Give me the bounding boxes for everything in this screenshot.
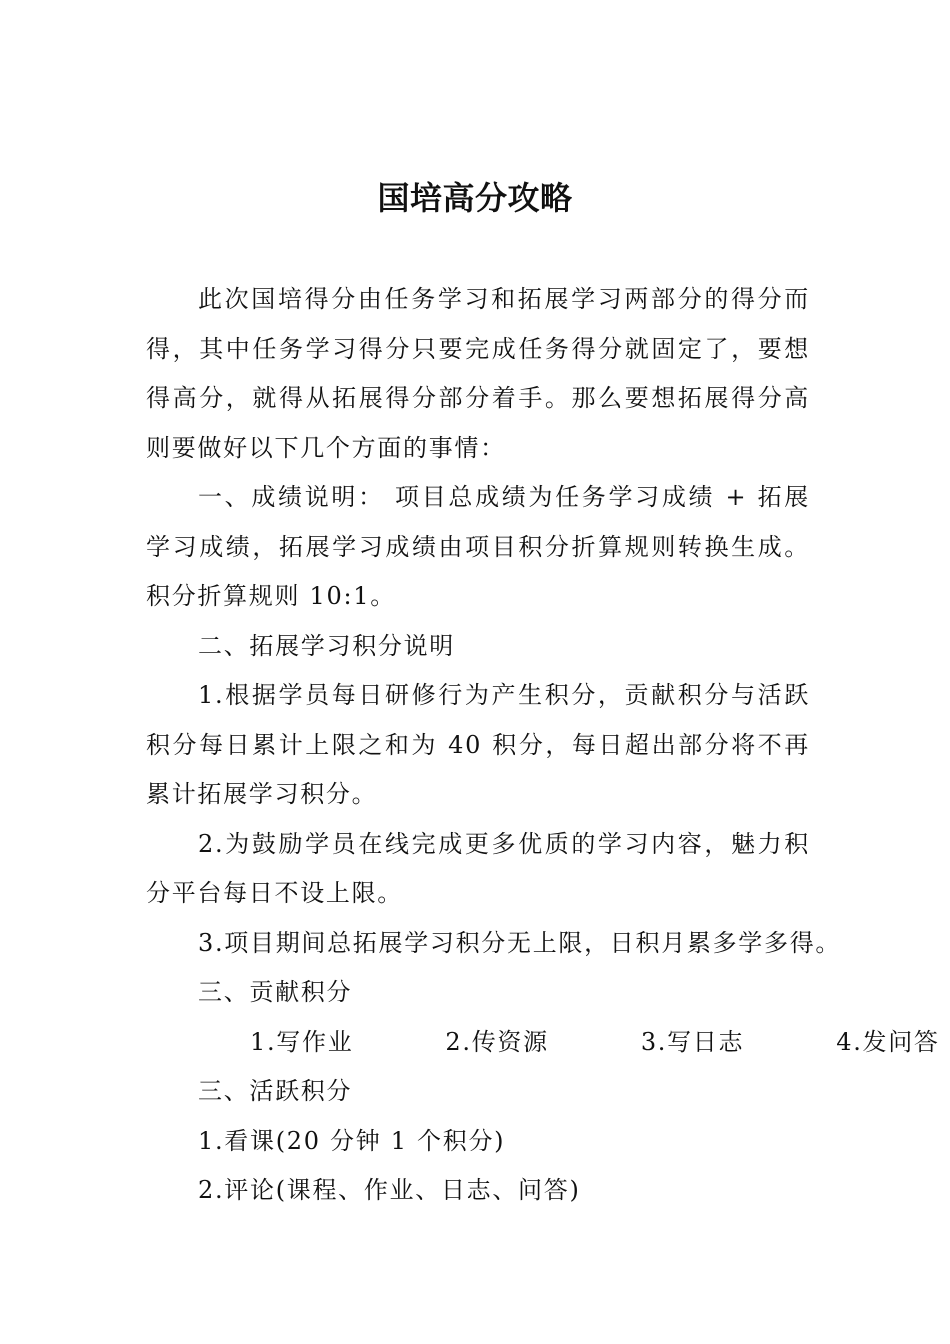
intro-paragraph: 此次国培得分由任务学习和拓展学习两部分的得分而得，其中任务学习得分只要完成任务得分就固定了，要想得高分，就得从拓展得分部分着手。那么要想拓展得分高则要做好以下几个方面的事情： — [146, 285, 810, 462]
extended-learning-rule-3: 3.项目期间总拓展学习积分无上限，日积月累多学多得。 — [198, 928, 842, 957]
contribution-points-list — [146, 1018, 940, 1068]
activity-item-comment: 2.评论(课程、作业、日志、问答) — [198, 1176, 581, 1204]
extended-learning-rule-2: 2.为鼓励学员在线完成更多优质的学习内容，魅力积分平台每日不设上限。 — [146, 829, 810, 907]
extended-learning-rule-1: 1.根据学员每日研修行为产生积分，贡献积分与活跃积分每日累计上限之和为 40 积分，每日超出部分将不再累计拓展学习积分。 — [146, 681, 810, 808]
contribution-item-homework: 1.写作业 — [250, 1027, 354, 1056]
extended-learning-heading: 二、拓展学习积分说明 — [198, 631, 455, 660]
document-body — [146, 275, 940, 1216]
score-explanation-paragraph: 一、成绩说明： 项目总成绩为任务学习成绩 + 拓展学习成绩，拓展学习成绩由项目积分折算规则转换生成。积分折算规则 10:1。 — [146, 483, 810, 610]
activity-item-watch-course: 1.看课(20 分钟 1 个积分) — [198, 1126, 506, 1155]
document-title: 国培高分攻略 — [377, 179, 573, 217]
contribution-item-resource: 2.传资源 — [445, 1027, 549, 1056]
contribution-item-qa: 4.发问答 — [836, 1027, 940, 1056]
contribution-item-journal: 3.写日志 — [640, 1027, 745, 1056]
activity-points-heading: 三、活跃积分 — [198, 1077, 353, 1105]
contribution-points-heading: 三、贡献积分 — [198, 978, 353, 1006]
